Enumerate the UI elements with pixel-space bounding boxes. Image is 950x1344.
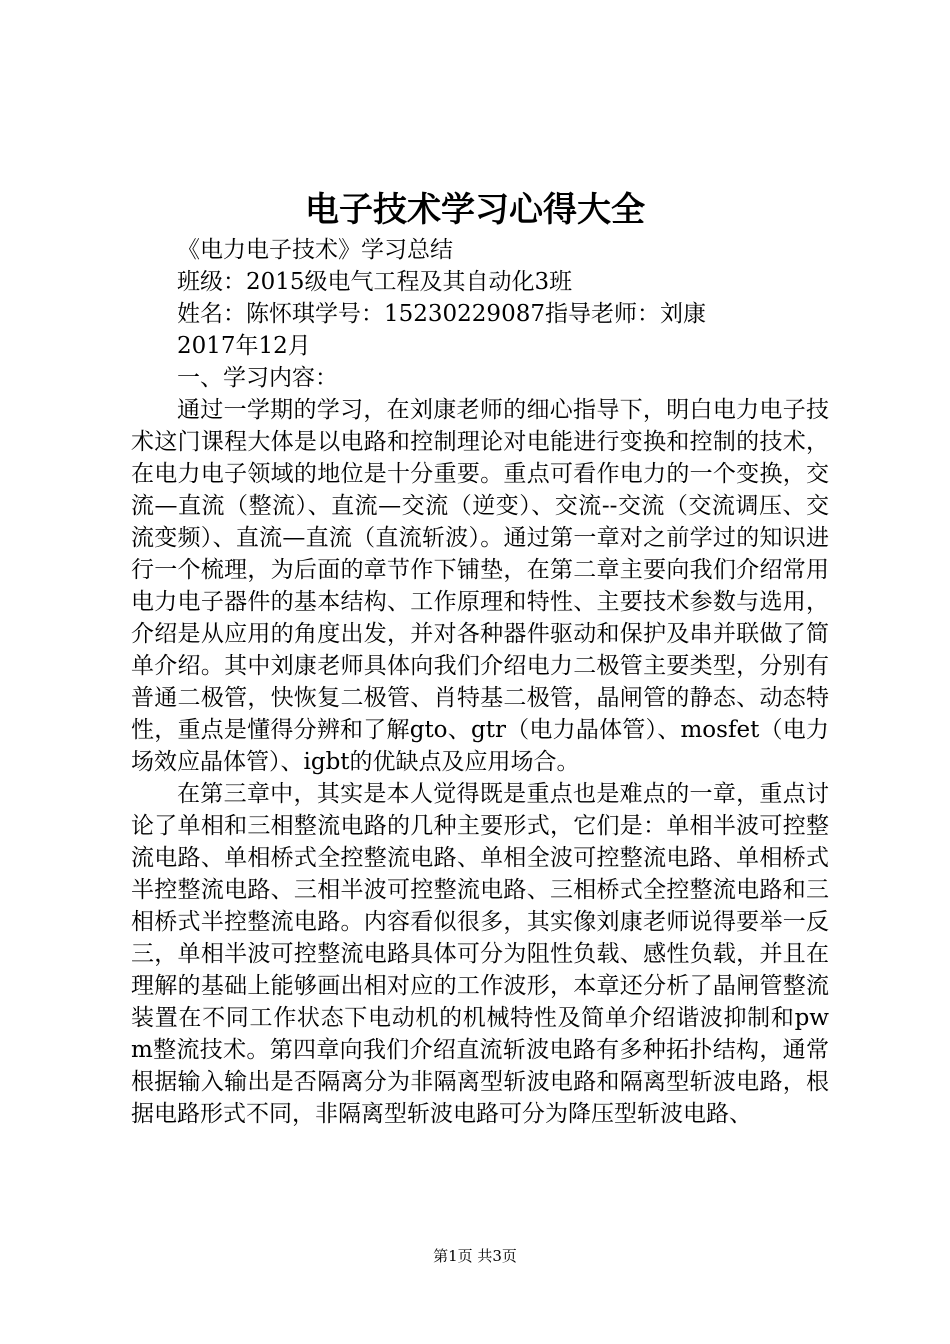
- page-number-footer: 第1页 共3页: [433, 1247, 517, 1265]
- class-info: 班级：2015级电气工程及其自动化3班: [177, 269, 573, 295]
- body-paragraph-2: 在第三章中，其实是本人觉得既是重点也是难点的一章，重点讨论了单相和三相整流电路的几种主要形式，它们是：单相半波可控整流电路、单相桥式全控整流电路、单相全波可控整流电路、单相桥式半控整流电路、三相半波可控整流电路、三相桥式全控整流电路和三相桥式半控整流电路。内容看似很多，其实像刘康老师说得要举一反三，单相半波可控整流电路具体可分为阻性负载、感性负载，并且在理解的基础上能够画出相对应的工作波形，本章还分析了晶闸管整流装置在不同工作状态下电动机的机械特性及简单介绍谐波抑制和pwm整流技术。第四章向我们介绍直流斩波电路有多种拓扑结构，通常根据输入输出是否隔离分为非隔离型斩波电路和隔离型斩波电路，根据电路形式不同，非隔离型斩波电路可分为降压型斩波电路、: [131, 781, 829, 1127]
- body-paragraph-1: 通过一学期的学习，在刘康老师的细心指导下，明白电力电子技术这门课程大体是以电路和控制理论对电能进行变换和控制的技术，在电力电子领域的地位是十分重要。重点可看作电力的一个变换，交流—直流（整流）、直流—交流（逆变）、交流--交流（交流调压、交流变频）、直流—直流（直流斩波）。通过第一章对之前学过的知识进行一个梳理，为后面的章节作下铺垫，在第二章主要向我们介绍常用电力电子器件的基本结构、工作原理和特性、主要技术参数与选用，介绍是从应用的角度出发，并对各种器件驱动和保护及串并联做了简单介绍。其中刘康老师具体向我们介绍电力二极管主要类型，分别有普通二极管，快恢复二极管、肖特基二极管，晶闸管的静态、动态特性，重点是懂得分辨和了解gto、gtr（电力晶体管）、mosfet（电力场效应晶体管）、igbt的优缺点及应用场合。: [131, 397, 829, 775]
- page-title: 电子技术学习心得大全: [305, 190, 645, 230]
- date-line: 2017年12月: [177, 333, 311, 359]
- course-summary-heading: 《电力电子技术》学习总结: [177, 237, 453, 263]
- student-info: 姓名：陈怀琪学号：15230229087指导老师：刘康: [177, 301, 706, 327]
- document-body: [131, 234, 829, 1130]
- section-heading: 一、学习内容：: [177, 365, 338, 391]
